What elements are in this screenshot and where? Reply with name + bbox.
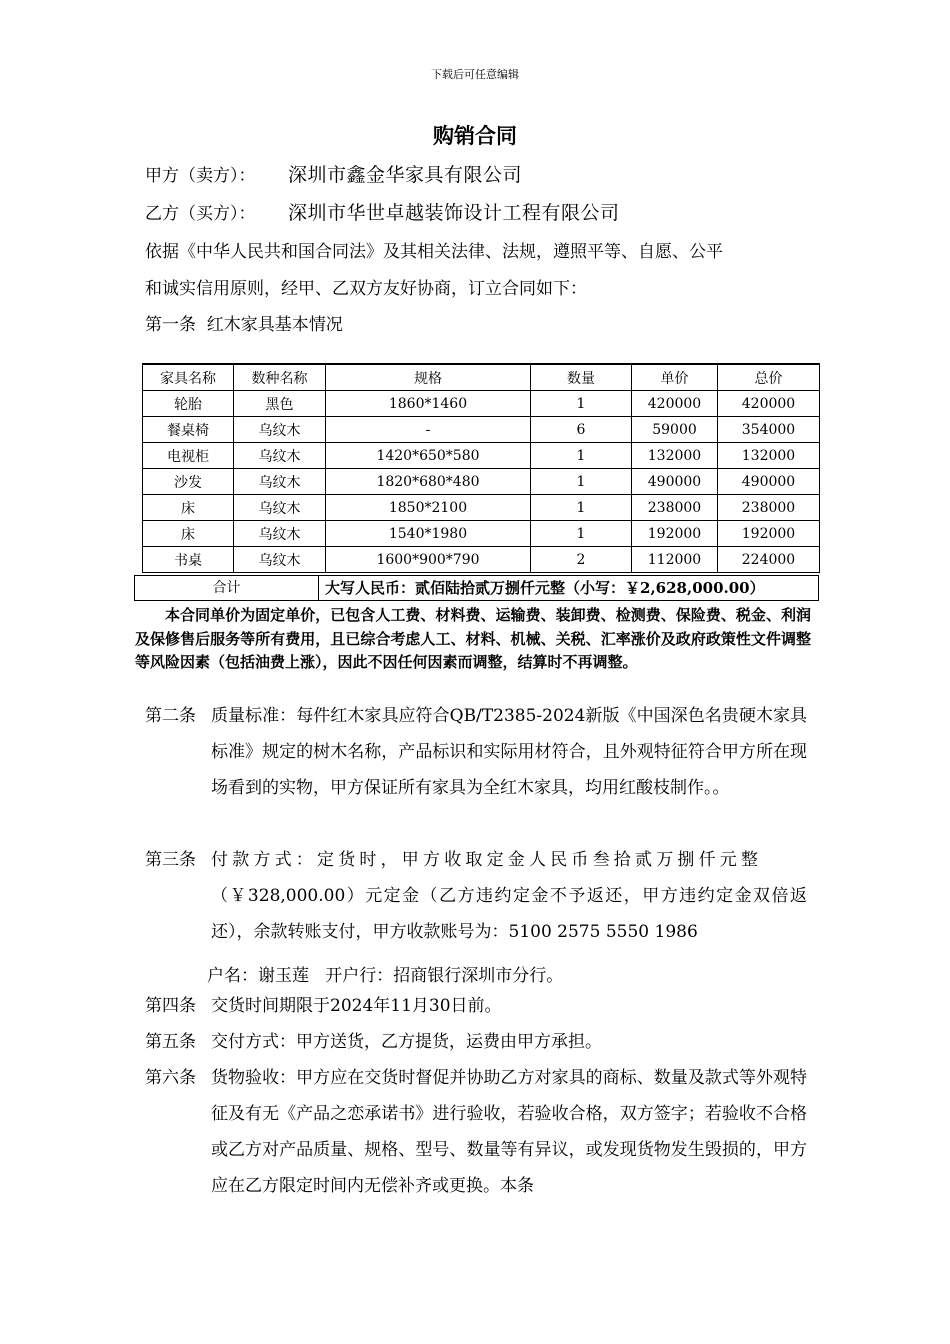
total-label: 合计 (134, 575, 318, 601)
article-2 (145, 698, 807, 806)
table-cell: 132000 (632, 443, 718, 469)
article-text-line: 付款方式：定货时，甲方收取定金人民币叁拾贰万捌仟元整 (211, 850, 763, 870)
table-header-cell: 数种名称 (234, 364, 326, 391)
article-5 (145, 1024, 807, 1060)
table-cell: 1 (531, 391, 632, 417)
party-b-name: 深圳市华世卓越装饰设计工程有限公司 (288, 202, 620, 224)
table-cell: 6 (531, 417, 632, 443)
table-cell: 乌纹木 (234, 547, 326, 573)
table-header-cell: 家具名称 (143, 364, 234, 391)
table-cell: 书桌 (143, 547, 234, 573)
table-cell: 1540*1980 (326, 521, 531, 547)
total-value: 大写人民币：贰佰陆拾贰万捌仟元整（小写：￥2,628,000.00） (318, 575, 819, 601)
table-cell: 1 (531, 443, 632, 469)
account-info: 户名：谢玉莲 开户行：招商银行深圳市分行。 (207, 966, 564, 986)
table-cell: 1420*650*580 (326, 443, 531, 469)
article-text: 交货时间期限于2024年11月30日前。 (211, 996, 502, 1016)
article-text: 货物验收：甲方应在交货时督促并协助乙方对家具的商标、数量及款式等外观特征及有无《产品之恋承诺书》进行验收，若验收合格，双方签字；若验收不合格或乙方对产品质量、规格、型号、数量等有异议，或发现货物发生毁损的，甲方应在乙方限定时间内无偿补齐或更换。本条 (211, 1068, 807, 1196)
table-cell: 59000 (632, 417, 718, 443)
table-cell: 1600*900*790 (326, 547, 531, 573)
table-cell: 黑色 (234, 391, 326, 417)
party-a-label: 甲方（卖方）： (145, 166, 256, 186)
table-row (143, 547, 820, 573)
table-cell: 乌纹木 (234, 469, 326, 495)
article-number: 第二条 (145, 706, 196, 726)
table-cell: 238000 (632, 495, 718, 521)
table-row (143, 391, 820, 417)
table-cell: 420000 (632, 391, 718, 417)
table-header-cell: 数量 (531, 364, 632, 391)
table-cell: 1 (531, 469, 632, 495)
table-cell: 轮胎 (143, 391, 234, 417)
table-row (143, 417, 820, 443)
table-cell: 1820*680*480 (326, 469, 531, 495)
table-total-row (134, 575, 819, 601)
table-cell: 1850*2100 (326, 495, 531, 521)
table-cell: 电视柜 (143, 443, 234, 469)
article-6 (145, 1060, 807, 1204)
table-row (143, 521, 820, 547)
table-cell: 餐桌椅 (143, 417, 234, 443)
party-a-line (145, 160, 522, 187)
party-b-label: 乙方（买方）： (145, 204, 256, 224)
table-cell: 420000 (718, 391, 820, 417)
table-cell: 1 (531, 521, 632, 547)
table-cell: 224000 (718, 547, 820, 573)
table-header-cell: 规格 (326, 364, 531, 391)
table-row (143, 495, 820, 521)
table-cell: 238000 (718, 495, 820, 521)
table-cell: 192000 (718, 521, 820, 547)
table-cell: 132000 (718, 443, 820, 469)
table-cell: 1 (531, 495, 632, 521)
table-header-row (143, 364, 820, 391)
price-note: 本合同单价为固定单价，已包含人工费、材料费、运输费、装卸费、检测费、保险费、税金、利润及保修售后服务等所有费用，且已综合考虑人工、材料、机械、关税、汇率涨价及政府政策性文件调整等风险因素（包括油费上涨），因此不因任何因素而调整，结算时不再调整。 (135, 606, 811, 672)
table-cell: 112000 (632, 547, 718, 573)
table-cell: 354000 (718, 417, 820, 443)
article-number: 第四条 (145, 996, 196, 1016)
table-cell: 乌纹木 (234, 521, 326, 547)
article-text: 质量标准：每件红木家具应符合QB/T2385-2024新版《中国深色名贵硬木家具标准》规定的树木名称，产品标识和实际用材符合，且外观特征符合甲方所在现场看到的实物，甲方保证所有家具为全红木家具，均用红酸枝制作。。 (211, 706, 807, 798)
article-1-heading: 第一条 红木家具基本情况 (145, 315, 343, 335)
page-title: 购销合同 (433, 123, 517, 148)
article-number: 第六条 (145, 1068, 196, 1088)
article-3 (145, 842, 807, 950)
table-cell: 床 (143, 495, 234, 521)
table-cell: 490000 (718, 469, 820, 495)
table-cell: 2 (531, 547, 632, 573)
article-number: 第三条 (145, 850, 196, 870)
table-cell: 沙发 (143, 469, 234, 495)
article-number: 第五条 (145, 1032, 196, 1052)
table-cell: 床 (143, 521, 234, 547)
table-header-cell: 总价 (718, 364, 820, 391)
table-header-cell: 单价 (632, 364, 718, 391)
header-note: 下载后可任意编辑 (431, 68, 519, 81)
table-row (143, 469, 820, 495)
party-a-name: 深圳市鑫金华家具有限公司 (288, 164, 523, 186)
table-cell: 1860*1460 (326, 391, 531, 417)
table-cell: 490000 (632, 469, 718, 495)
article-text (211, 842, 807, 950)
table-cell: 192000 (632, 521, 718, 547)
table-cell: - (326, 417, 531, 443)
intro-line-2: 和诚实信用原则，经甲、乙双方友好协商，订立合同如下： (145, 279, 587, 299)
party-b-line (145, 198, 620, 225)
article-text: 交付方式：甲方送货，乙方提货，运费由甲方承担。 (211, 1032, 602, 1052)
table-row (143, 443, 820, 469)
furniture-table (142, 363, 820, 573)
table-cell: 乌纹木 (234, 417, 326, 443)
article-4 (145, 988, 807, 1024)
article-text-rest: （￥328,000.00）元定金（乙方违约定金不予返还，甲方违约定金双倍返还），余款转账支付，甲方收款账号为：5100 2575 5550 1986 (211, 886, 807, 942)
table-cell: 乌纹木 (234, 443, 326, 469)
table-cell: 乌纹木 (234, 495, 326, 521)
intro-line-1: 依据《中华人民共和国合同法》及其相关法律、法规，遵照平等、自愿、公平 (145, 242, 723, 262)
